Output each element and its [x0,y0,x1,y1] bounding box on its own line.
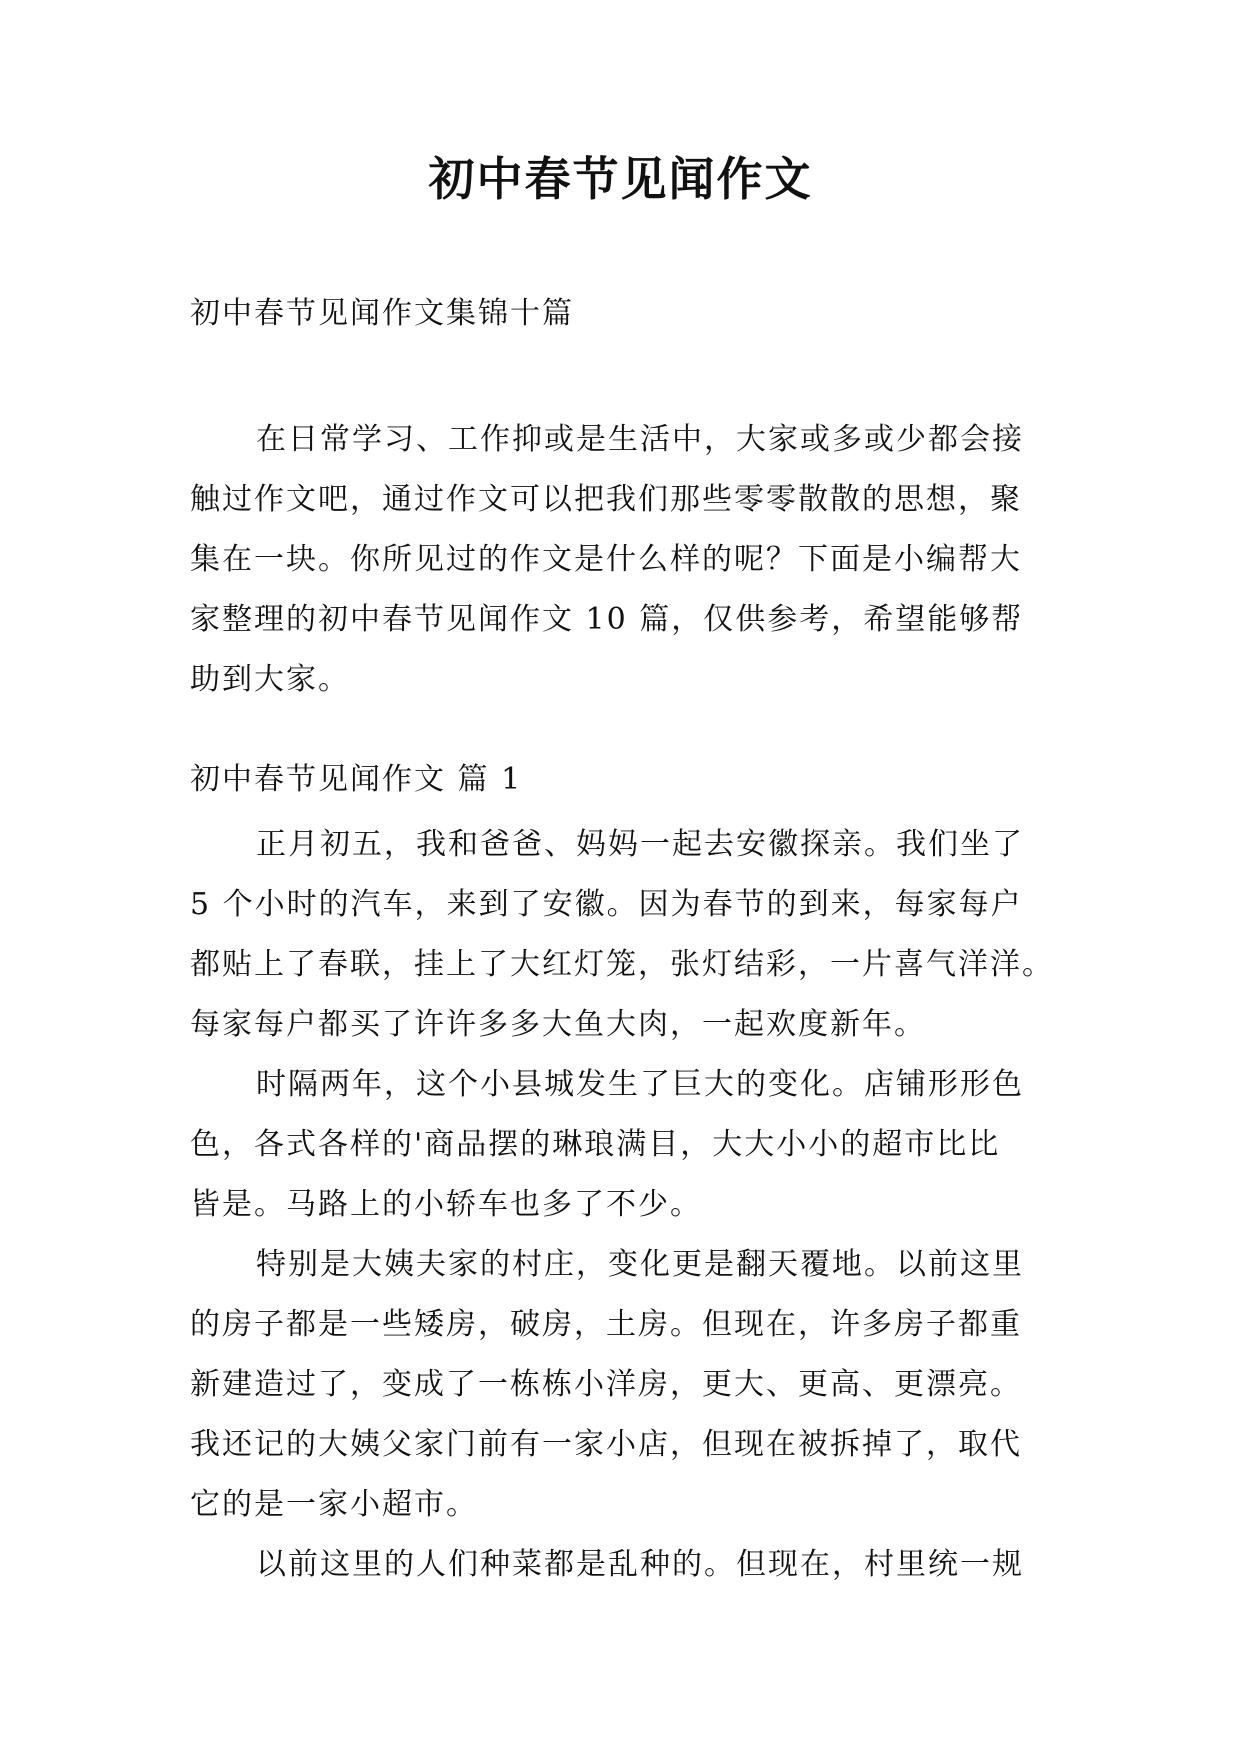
body-line: 新建造过了，变成了一栋栋小洋房，更大、更高、更漂亮。 [190,1367,1022,1402]
body-line: 的房子都是一些矮房，破房，土房。但现在，许多房子都重 [190,1307,1022,1342]
body-line: 时隔两年，这个小县城发生了巨大的变化。店铺形形色 [256,1067,1024,1102]
body-line: 色，各式各样的'商品摆的琳琅满目，大大小小的超市比比 [190,1127,1001,1162]
body-line: 皆是。马路上的小轿车也多了不少。 [190,1187,702,1222]
intro-line: 家整理的初中春节见闻作文 10 篇，仅供参考，希望能够帮 [190,602,1024,637]
body-line: 5 个小时的汽车，来到了安徽。因为春节的到来，每家每户 [190,887,1023,922]
intro-line: 助到大家。 [190,662,350,697]
body-line: 特别是大姨夫家的村庄，变化更是翻天覆地。以前这里 [256,1247,1024,1282]
intro-line: 触过作文吧，通过作文可以把我们那些零零散散的思想，聚 [190,482,1022,517]
essay-body [190,815,1190,1595]
intro-line: 集在一块。你所见过的作文是什么样的呢？下面是小编帮大 [190,542,1022,577]
section-heading: 初中春节见闻作文 篇 1 [190,762,523,797]
body-line: 每家每户都买了许许多多大鱼大肉，一起欢度新年。 [190,1007,926,1042]
document-subtitle: 初中春节见闻作文集锦十篇 [190,296,574,331]
body-line: 正月初五，我和爸爸、妈妈一起去安徽探亲。我们坐了 [256,827,1024,862]
body-line: 都贴上了春联，挂上了大红灯笼，张灯结彩，一片喜气洋洋。 [190,947,1054,982]
document-title: 初中春节见闻作文 [428,152,813,206]
body-line: 以前这里的人们种菜都是乱种的。但现在，村里统一规 [256,1547,1024,1582]
body-line: 它的是一家小超市。 [190,1487,478,1522]
body-line: 我还记的大姨父家门前有一家小店，但现在被拆掉了，取代 [190,1427,1022,1462]
intro-paragraph [190,410,1190,710]
intro-line: 在日常学习、工作抑或是生活中，大家或多或少都会接 [256,422,1024,457]
